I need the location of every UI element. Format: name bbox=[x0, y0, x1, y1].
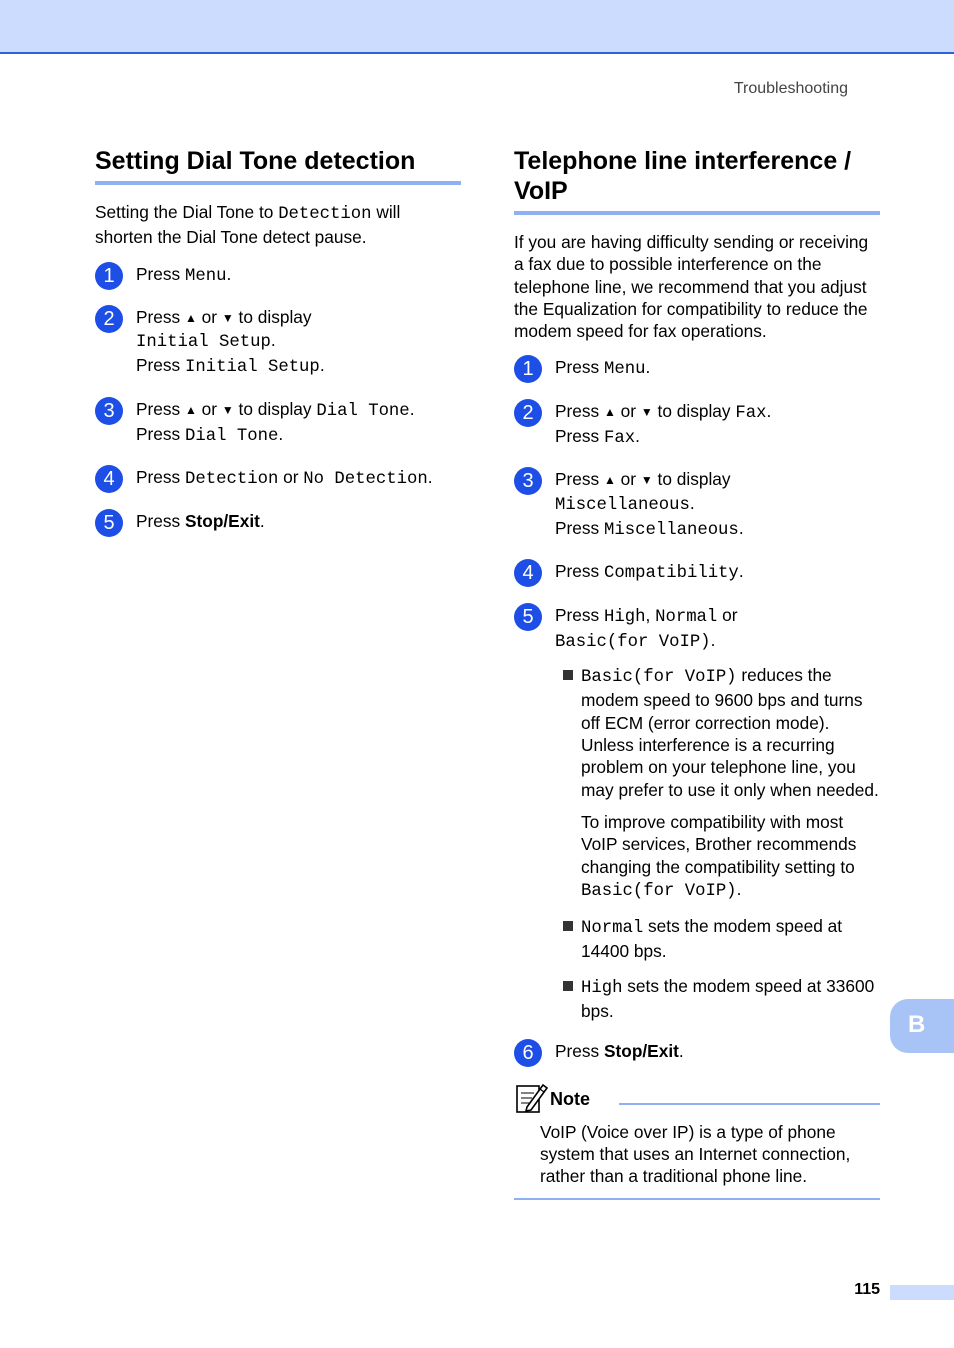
step-6: 6 Press Stop/Exit. bbox=[514, 1040, 880, 1062]
list-item: High sets the modem speed at 33600 bps. bbox=[555, 975, 880, 1023]
step-2: 2 Press ▲ or ▼ to display Fax. Press Fax. bbox=[514, 400, 880, 451]
step-number: 5 bbox=[95, 509, 123, 537]
down-arrow-icon: ▼ bbox=[640, 404, 653, 419]
top-header-band bbox=[0, 0, 954, 54]
up-arrow-icon: ▲ bbox=[603, 473, 616, 488]
step-1: 1 Press Menu. bbox=[514, 356, 880, 381]
note-text: VoIP (Voice over IP) is a type of phone system that uses an Internet connection, rather than a traditional phone line. bbox=[514, 1121, 880, 1200]
step-number: 5 bbox=[514, 603, 542, 631]
section-label: Troubleshooting bbox=[733, 80, 848, 97]
voip-intro: If you are having difficulty sending or receiving a fax due to possible interference on the telephone line, we recommend that you adjust the Equalization for compatibility to reduce the modem speed for fax operations. bbox=[514, 232, 869, 342]
step-number: 1 bbox=[514, 355, 542, 383]
section-title-voip: Telephone line interference / VoIP bbox=[514, 146, 880, 215]
step-2: 2 Press ▲ or ▼ to display Initial Setup. Press Initial Setup. bbox=[95, 306, 461, 380]
step-number: 4 bbox=[514, 559, 542, 587]
step-4: 4 Press Detection or No Detection. bbox=[95, 466, 461, 491]
step-number: 4 bbox=[95, 465, 123, 493]
note-box bbox=[514, 1081, 880, 1200]
footer-bar bbox=[890, 1285, 954, 1300]
up-arrow-icon: ▲ bbox=[184, 310, 197, 325]
down-arrow-icon: ▼ bbox=[221, 402, 234, 417]
up-arrow-icon: ▲ bbox=[184, 402, 197, 417]
step-number: 3 bbox=[514, 467, 542, 495]
step-3: 3 Press ▲ or ▼ to display Dial Tone. Press Dial Tone. bbox=[95, 398, 461, 449]
step-4: 4 Press Compatibility. bbox=[514, 560, 880, 585]
left-column bbox=[95, 146, 461, 550]
section-title-dial-tone: Setting Dial Tone detection bbox=[95, 146, 461, 185]
step-number: 6 bbox=[514, 1039, 542, 1067]
chapter-tab: B bbox=[890, 999, 954, 1053]
step-number: 3 bbox=[95, 397, 123, 425]
up-arrow-icon: ▲ bbox=[603, 404, 616, 419]
down-arrow-icon: ▼ bbox=[221, 310, 234, 325]
page-number: 115 bbox=[854, 1281, 880, 1298]
step-3: 3 Press ▲ or ▼ to display Miscellaneous. Press Miscellaneous. bbox=[514, 468, 880, 542]
right-column bbox=[514, 146, 880, 1200]
note-title: Note bbox=[550, 1088, 590, 1109]
down-arrow-icon: ▼ bbox=[640, 473, 653, 488]
list-item: Normal sets the modem speed at 14400 bps. bbox=[555, 915, 880, 963]
compatibility-options-list bbox=[555, 664, 880, 1022]
step-1: 1 Press Menu. bbox=[95, 263, 461, 288]
note-rule bbox=[619, 1103, 880, 1105]
step-number: 1 bbox=[95, 262, 123, 290]
step-number: 2 bbox=[95, 305, 123, 333]
note-pencil-icon bbox=[514, 1081, 548, 1115]
list-item: Basic(for VoIP) reduces the modem speed to 9600 bps and turns off ECM (error correction mode). Unless interference is a recurring problem on your telephone line, you may prefer to use it only when needed. To improve compatibility with most VoIP services, Brother recommends changing the compatibility setting to Basic(for VoIP). bbox=[555, 664, 880, 903]
voip-steps bbox=[514, 356, 880, 1065]
dial-tone-intro: Setting the Dial Tone to Detection will shorten the Dial Tone detect pause. bbox=[95, 202, 401, 248]
step-number: 2 bbox=[514, 399, 542, 427]
step-5: 5 Press High, Normal or Basic(for VoIP). Basic(for VoIP) reduces the modem speed to 9600 bps and turns off ECM (error correction mode). Unless interference is a recurring problem on your telephone line, you may prefer to use it only when needed. To improve compatibility with most VoIP services, Brother recommends changing the compatibility setting to Basic(for VoIP). Normal sets the modem speed at 14400 bps. High sets the modem speed at 33600 bps. bbox=[514, 604, 880, 1023]
step-5: 5 Press Stop/Exit. bbox=[95, 510, 461, 532]
dial-tone-steps bbox=[95, 263, 461, 532]
